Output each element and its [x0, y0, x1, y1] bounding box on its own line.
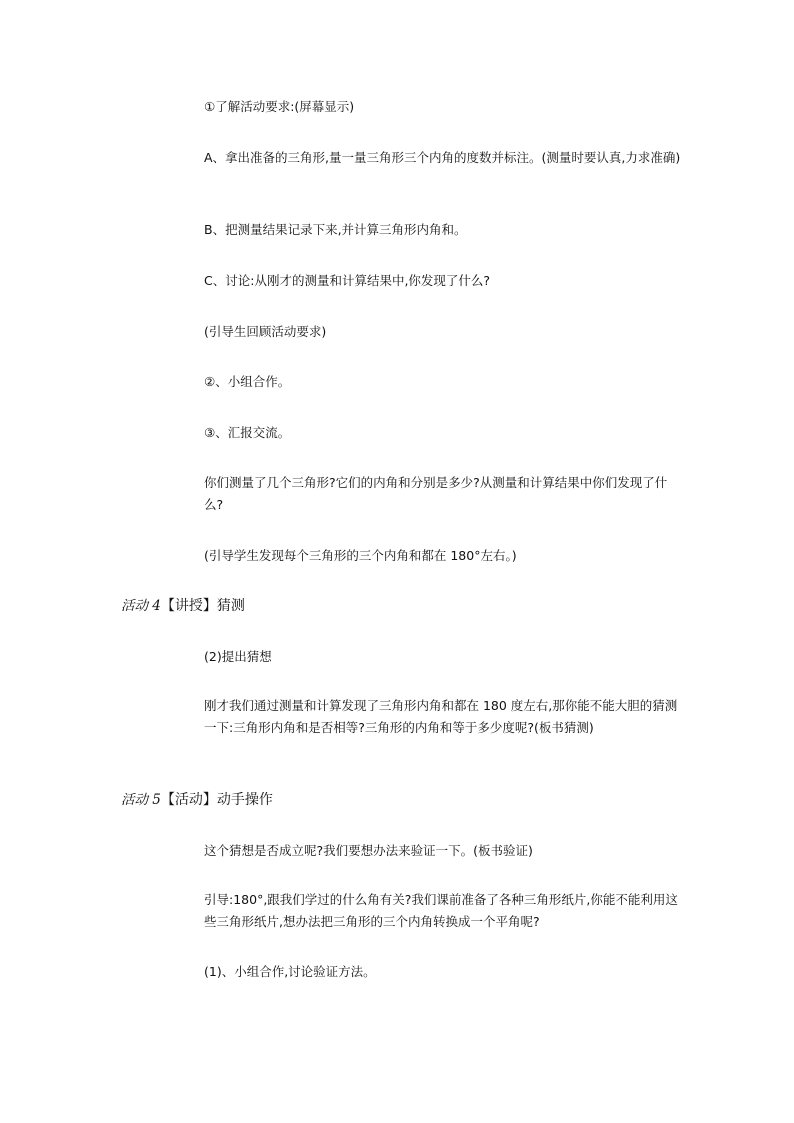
paragraph-verify-conjecture: 这个猜想是否成立呢?我们要想办法来验证一下。(板书验证) [204, 843, 533, 858]
paragraph-propose-conjecture: (2)提出猜想 [204, 649, 272, 664]
paragraph-group-discussion: (1)、小组合作,讨论验证方法。 [204, 964, 376, 979]
paragraph-question: 你们测量了几个三角形?它们的内角和分别是多少?从测量和计算结果中你们发现了什么? [204, 475, 668, 512]
paragraph-conjecture-text: 刚才我们通过测量和计算发现了三角形内角和都在 180 度左右,那你能不能大胆的猜测一下:三角形内角和是否相等?三角形的内角和等于多少度呢?(板书猜测) [204, 698, 678, 735]
paragraph-step-b: B、把测量结果记录下来,并计算三角形内角和。 [204, 222, 467, 237]
activity-5-title: 【活动】动手操作 [160, 792, 273, 808]
activity-5-heading [121, 789, 273, 811]
activity-4-label: 活动 4 [121, 598, 161, 614]
paragraph-guide-180: 引导:180°,跟我们学过的什么角有关?我们课前准备了各种三角形纸片,你能不能利用这些三角形纸片,想办法把三角形的三个内角转换成一个平角呢? [204, 892, 678, 929]
paragraph-understand-requirements: ①了解活动要求:(屏幕显示) [204, 99, 355, 114]
paragraph-step-a: A、拿出准备的三角形,量一量三角形三个内角的度数并标注。(测量时要认真,力求准确) [204, 150, 681, 165]
activity-5-label: 活动 5 [121, 792, 161, 808]
paragraph-step-c: C、讨论:从刚才的测量和计算结果中,你发现了什么? [204, 273, 491, 288]
paragraph-group-work: ②、小组合作。 [204, 374, 291, 389]
paragraph-guide-review: (引导生回顾活动要求) [204, 324, 327, 339]
paragraph-report-exchange: ③、汇报交流。 [204, 425, 291, 440]
activity-4-title: 【讲授】猜测 [160, 598, 245, 614]
activity-4-heading [121, 595, 245, 617]
paragraph-guide-discovery: (引导学生发现每个三角形的三个内角和都在 180°左右。) [204, 548, 517, 563]
